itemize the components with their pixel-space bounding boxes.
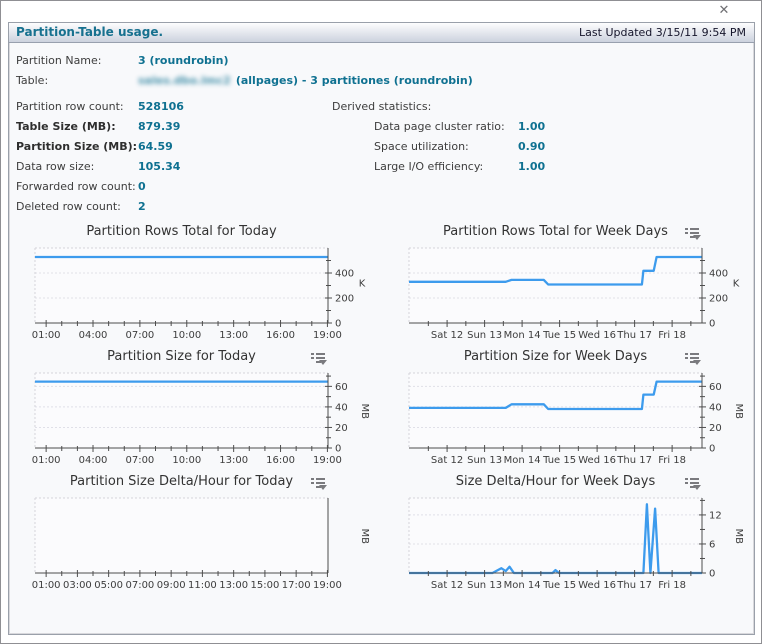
svg-text:19:00: 19:00 [312, 580, 342, 591]
axis-unit-label: K [358, 278, 366, 290]
svg-text:12: 12 [709, 510, 722, 522]
svg-text:Fri 18: Fri 18 [658, 330, 687, 341]
chart-menu-icon[interactable] [685, 477, 699, 489]
chart-partition-rows-week [389, 223, 757, 348]
stat-value: 0 [138, 180, 146, 193]
svg-text:0: 0 [709, 568, 716, 580]
left-stats [16, 97, 332, 217]
stat-value: 2 [138, 200, 146, 213]
svg-text:0: 0 [335, 318, 342, 330]
svg-text:Tue 15: Tue 15 [543, 580, 577, 591]
chart-title: Partition Rows Total for Week Days [443, 224, 668, 239]
chart-menu-icon[interactable] [685, 227, 699, 239]
svg-text:0: 0 [335, 443, 342, 455]
table-row [16, 71, 754, 91]
svg-text:Wed 16: Wed 16 [578, 455, 616, 466]
svg-text:04:00: 04:00 [78, 455, 108, 466]
svg-text:05:00: 05:00 [94, 580, 124, 591]
stat-value: 528106 [138, 100, 184, 113]
svg-text:10:00: 10:00 [172, 330, 202, 341]
svg-text:0: 0 [709, 443, 716, 455]
chart-title: Size Delta/Hour for Week Days [455, 474, 656, 489]
svg-text:20: 20 [335, 422, 348, 434]
axis-unit-label: K [732, 278, 740, 290]
stat-row-space-utilization [374, 137, 754, 157]
stat-label: Space utilization: [374, 140, 469, 153]
stat-value: 1.00 [518, 120, 546, 133]
partition-name-label: Partition Name: [16, 54, 102, 67]
svg-text:60: 60 [335, 381, 348, 393]
svg-text:01:00: 01:00 [31, 455, 61, 466]
svg-text:Mon 14: Mon 14 [503, 455, 541, 466]
chart-title: Partition Rows Total for Today [86, 224, 277, 239]
svg-text:13:00: 13:00 [219, 455, 249, 466]
stat-row-large-io-efficiency [374, 157, 754, 177]
svg-text:Thu 17: Thu 17 [617, 455, 652, 466]
chart-menu-icon[interactable] [311, 477, 325, 489]
svg-text:Fri 18: Fri 18 [658, 580, 687, 591]
axis-unit-label: MB [733, 528, 744, 544]
chart-menu-icon[interactable] [685, 352, 699, 364]
statistics-section [16, 97, 754, 217]
svg-text:400: 400 [709, 268, 729, 280]
svg-text:200: 200 [335, 293, 355, 305]
stat-label: Table Size (MB): [16, 120, 116, 133]
svg-text:40: 40 [709, 402, 722, 414]
svg-text:6: 6 [709, 539, 716, 551]
svg-text:Sun 13: Sun 13 [467, 455, 503, 466]
svg-text:Mon 14: Mon 14 [503, 580, 541, 591]
axis-unit-label: MB [359, 528, 370, 544]
partition-name-value: 3 (roundrobin) [138, 54, 229, 67]
stat-value: 64.59 [138, 140, 173, 153]
svg-text:Sat 12: Sat 12 [430, 580, 464, 591]
svg-text:Sat 12: Sat 12 [430, 455, 464, 466]
svg-text:40: 40 [335, 402, 348, 414]
svg-text:01:00: 01:00 [31, 330, 61, 341]
svg-text:Fri 18: Fri 18 [658, 455, 687, 466]
stat-label: Data row size: [16, 160, 95, 173]
svg-text:Sun 13: Sun 13 [467, 580, 503, 591]
chart-plot [15, 367, 383, 471]
table-suffix: (allpages) - 3 partitiones (roundrobin) [235, 74, 473, 87]
svg-text:Thu 17: Thu 17 [617, 580, 652, 591]
svg-text:19:00: 19:00 [312, 330, 342, 341]
svg-text:17:00: 17:00 [281, 580, 311, 591]
partition-table-usage-panel [8, 22, 755, 635]
chart-plot [15, 242, 383, 346]
chart-plot [389, 242, 757, 346]
svg-text:20: 20 [709, 422, 722, 434]
svg-text:10:00: 10:00 [172, 455, 202, 466]
last-updated-text: Last Updated 3/15/11 9:54 PM [579, 26, 746, 39]
chart-partition-size-week [389, 348, 757, 473]
partition-name-row [16, 51, 754, 71]
chart-size-delta-today [15, 473, 383, 598]
svg-text:Mon 14: Mon 14 [503, 330, 541, 341]
chart-title: Partition Size for Week Days [463, 349, 648, 364]
stat-label: Large I/O efficiency: [374, 160, 484, 173]
stat-label: Partition row count: [16, 100, 124, 113]
svg-text:Wed 16: Wed 16 [578, 330, 616, 341]
stat-label: Deleted row count: [16, 200, 121, 213]
svg-text:Sun 13: Sun 13 [467, 330, 503, 341]
derived-statistics-heading: Derived statistics: [332, 100, 432, 113]
stat-value: 1.00 [518, 160, 546, 173]
stat-label: Data page cluster ratio: [374, 120, 505, 133]
chart-partition-rows-today [15, 223, 383, 348]
chart-menu-icon[interactable] [311, 352, 325, 364]
stat-label: Partition Size (MB): [16, 140, 138, 153]
window-titlebar [1, 1, 761, 21]
svg-text:Wed 16: Wed 16 [578, 580, 616, 591]
chart-plot [389, 367, 757, 471]
svg-text:400: 400 [335, 268, 355, 280]
stat-value: 105.34 [138, 160, 181, 173]
svg-text:200: 200 [709, 293, 729, 305]
stat-row-data-row-size [16, 157, 332, 177]
svg-text:01:00: 01:00 [31, 580, 61, 591]
axis-unit-label: MB [359, 403, 370, 419]
svg-text:09:00: 09:00 [156, 580, 186, 591]
svg-text:15:00: 15:00 [250, 580, 280, 591]
svg-text:16:00: 16:00 [266, 455, 295, 466]
stat-row-data-page-cluster-ratio [374, 117, 754, 137]
stat-row-partition-row-count [16, 97, 332, 117]
stat-row-table-size [16, 117, 332, 137]
stat-value: 0.90 [518, 140, 546, 153]
svg-text:Tue 15: Tue 15 [543, 455, 577, 466]
svg-text:07:00: 07:00 [125, 580, 155, 591]
stat-row-deleted-row-count [16, 197, 332, 217]
partition-info [16, 51, 754, 91]
table-name-redacted: sales.dbo.lmc2 [138, 74, 231, 87]
svg-text:60: 60 [709, 381, 722, 393]
page-title: Partition-Table usage. [16, 25, 164, 39]
svg-text:Thu 17: Thu 17 [617, 330, 652, 341]
chart-title: Partition Size for Today [107, 349, 256, 364]
svg-text:Sat 12: Sat 12 [430, 330, 464, 341]
svg-text:13:00: 13:00 [219, 330, 249, 341]
svg-text:16:00: 16:00 [266, 330, 295, 341]
svg-text:13:00: 13:00 [219, 580, 249, 591]
axis-unit-label: MB [733, 403, 744, 419]
charts-grid [15, 223, 754, 598]
svg-text:03:00: 03:00 [62, 580, 92, 591]
close-icon[interactable]: ✕ [718, 3, 730, 18]
chart-partition-size-today [15, 348, 383, 473]
svg-text:19:00: 19:00 [312, 455, 342, 466]
chart-plot [389, 492, 757, 596]
svg-text:0: 0 [709, 318, 716, 330]
svg-text:07:00: 07:00 [125, 455, 155, 466]
chart-size-delta-week [389, 473, 757, 598]
svg-text:07:00: 07:00 [125, 330, 155, 341]
stat-row-forwarded-row-count [16, 177, 332, 197]
svg-text:04:00: 04:00 [78, 330, 108, 341]
panel-header [9, 23, 754, 43]
stat-label: Forwarded row count: [16, 180, 136, 193]
derived-stats [332, 97, 754, 217]
stat-value: 879.39 [138, 120, 181, 133]
table-label: Table: [16, 74, 49, 87]
stat-row-partition-size [16, 137, 332, 157]
chart-plot [15, 492, 383, 596]
chart-title: Partition Size Delta/Hour for Today [69, 474, 294, 489]
svg-text:11:00: 11:00 [187, 580, 217, 591]
svg-text:Tue 15: Tue 15 [543, 330, 577, 341]
